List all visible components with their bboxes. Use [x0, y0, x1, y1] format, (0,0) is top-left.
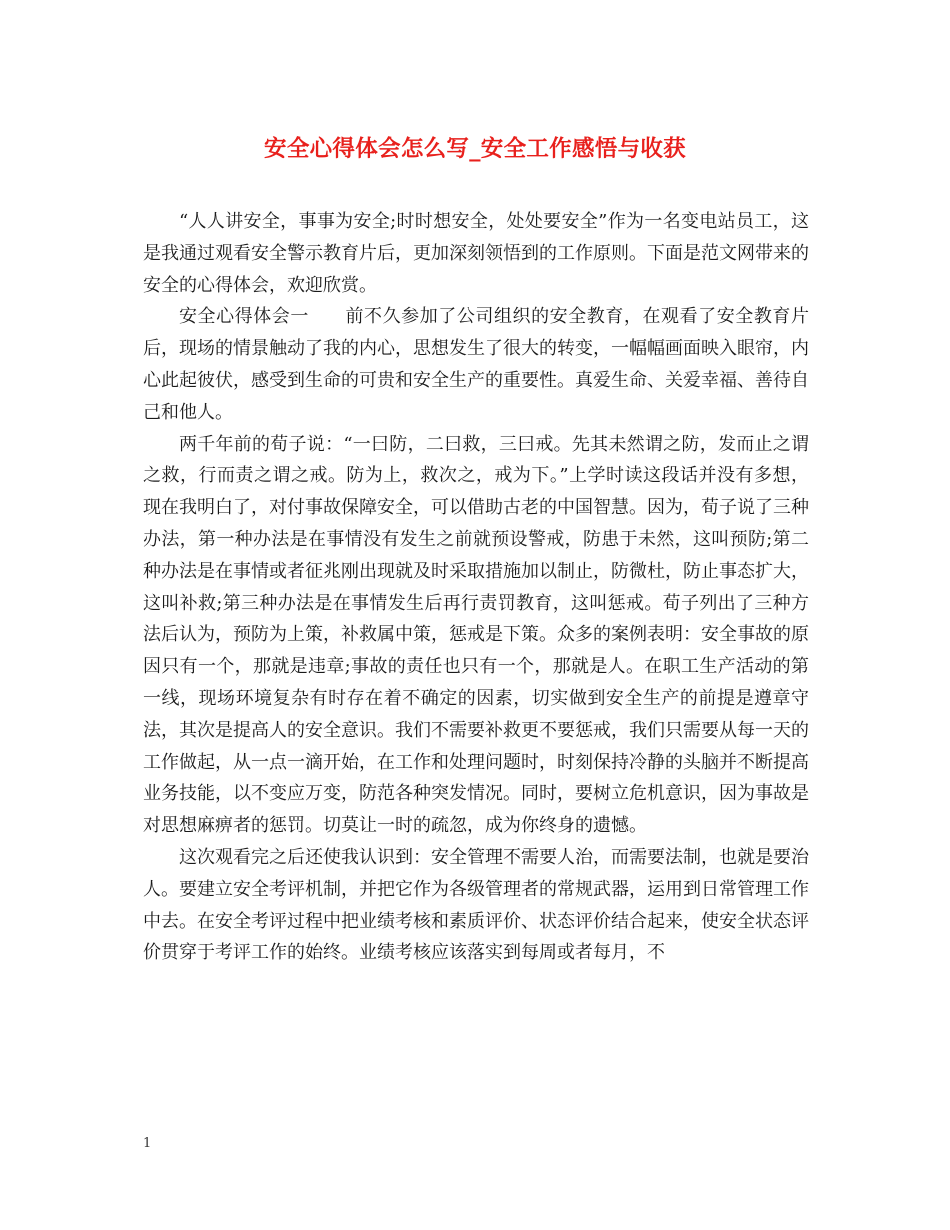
intro-paragraph: “人人讲安全，事事为安全;时时想安全，处处要安全”作为一名变电站员工，这是我通过观看安全警示教育片后，更加深刻领悟到的工作原则。下面是范文网带来的安全的心得体会，欢迎欣赏。	[143, 211, 809, 296]
section-one-heading: 安全心得体会一	[179, 306, 309, 328]
document-title: 安全心得体会怎么写_安全工作感悟与收获	[264, 136, 686, 162]
page-number: 1	[143, 1136, 152, 1151]
document-body	[143, 206, 809, 969]
section-one-text: 前不久参加了公司组织的安全教育，在观看了安全教育片后，现场的情景触动了我的内心，思想发生了很大的转变，一幅幅画面映入眼帘，内心此起彼伏，感受到生命的可贵和安全生产的重要性。真爱生命、关爱幸福、善待自己和他人。	[143, 306, 809, 423]
xunzi-paragraph: 两千年前的荀子说：“一曰防，二曰救，三曰戒。先其未然谓之防，发而止之谓之救，行而责之谓之戒。防为上，救次之，戒为下。”上学时读这段话并没有多想，现在我明白了，对付事故保障安全，可以借助古老的中国智慧。因为，荀子说了三种办法，第一种办法是在事情没有发生之前就预设警戒，防患于未然，这叫预防;第二种办法是在事情或者征兆刚出现就及时采取措施加以制止，防微杜，防止事态扩大，这叫补救;第三种办法是在事情发生后再行责罚教育，这叫惩戒。荀子列出了三种方法后认为，预防为上策，补救属中策，惩戒是下策。众多的案例表明：安全事故的原因只有一个，那就是违章;事故的责任也只有一个，那就是人。在职工生产活动的第一线，现场环境复杂有时存在着不确定的因素，切实做到安全生产的前提是遵章守法，其次是提高人的安全意识。我们不需要补救更不要惩戒，我们只需要从每一天的工作做起，从一点一滴开始，在工作和处理问题时，时刻保持冷静的头脑并不断提高业务技能，以不变应万变，防范各种突发情况。同时，要树立危机意识，因为事故是对思想麻痹者的惩罚。切莫让一时的疏忽，成为你终身的遗憾。	[143, 433, 809, 837]
management-paragraph: 这次观看完之后还使我认识到：安全管理不需要人治，而需要法制，也就是要治人。要建立安全考评机制，并把它作为各级管理者的常规武器，运用到日常管理工作中去。在安全考评过程中把业绩考核和素质评价、状态评价结合起来，使安全状态评价贯穿于考评工作的始终。业绩考核应该落实到每周或者每月，不	[143, 846, 809, 964]
section-one-paragraph	[143, 301, 809, 428]
